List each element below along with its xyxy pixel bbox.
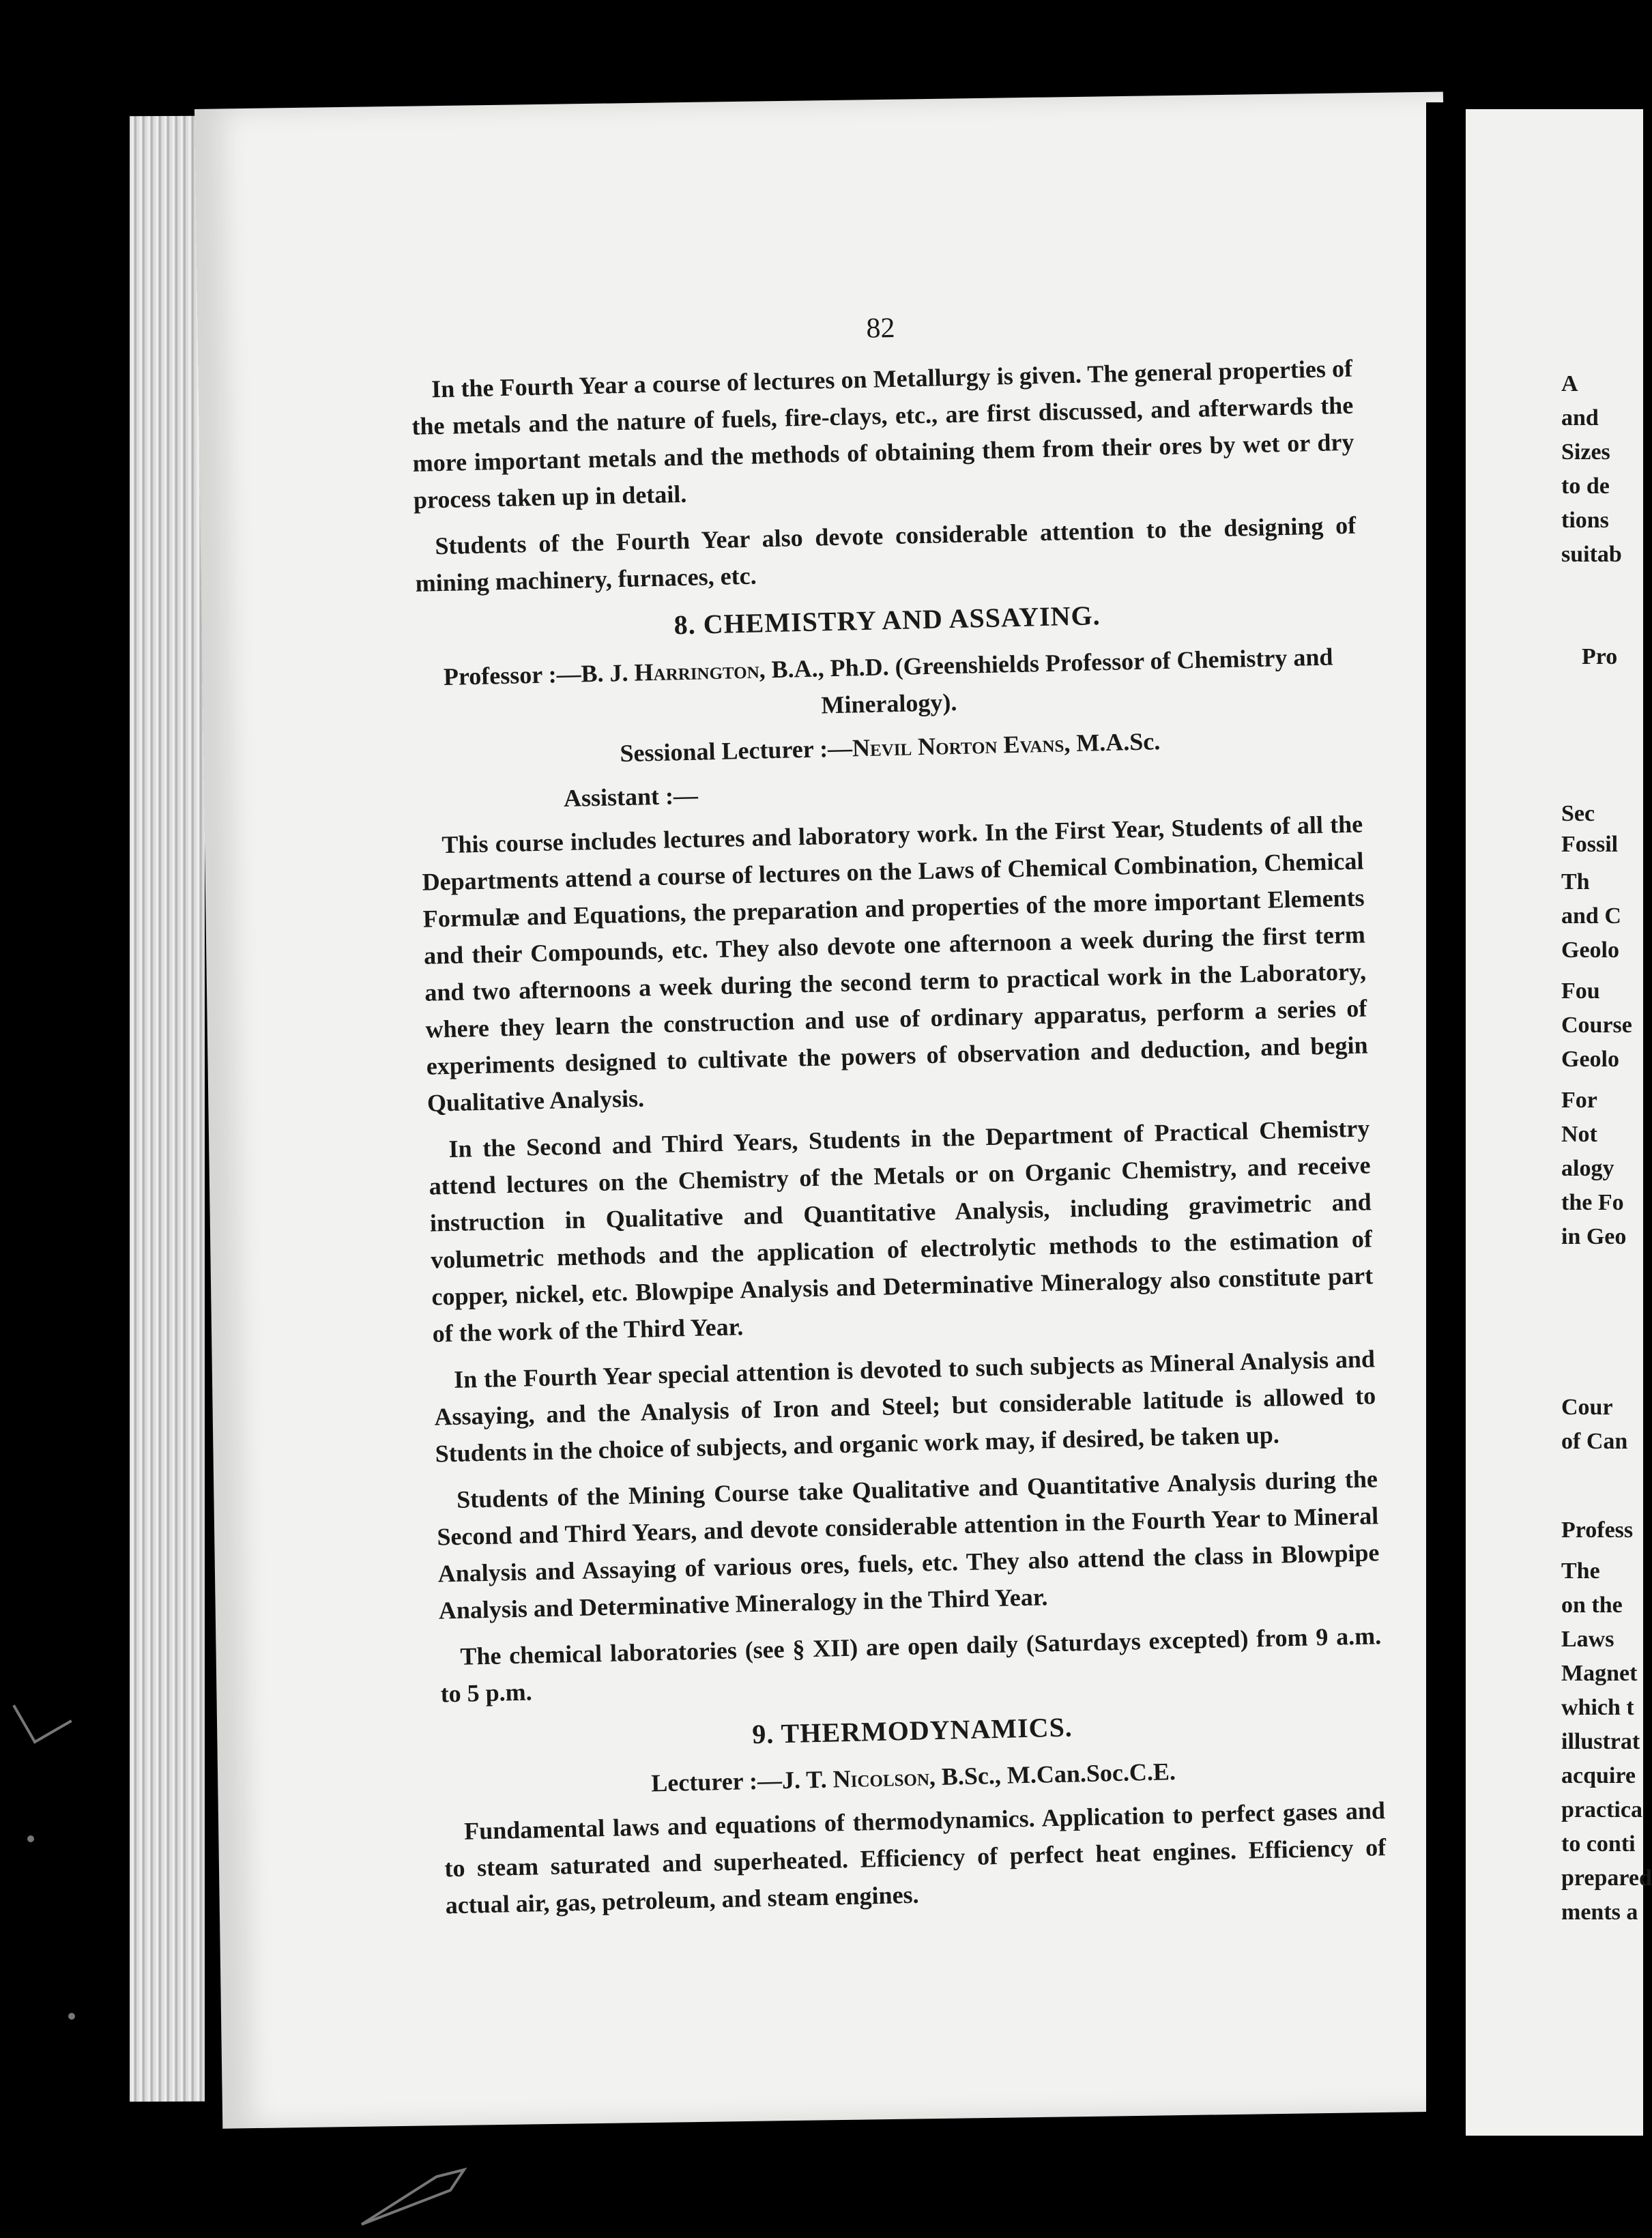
- facing-page-text-fragment: acquire: [1561, 1763, 1636, 1788]
- facing-page-text-fragment: and: [1561, 405, 1599, 431]
- paragraph-thermodynamics: Fundamental laws and equations of thermodynamics. Application to perfect gases and to steam saturated and superheated. Efficiency of perfect heat engines. Efficiency of actual air, gas, petroleum, and steam engines.: [444, 1797, 1387, 1919]
- section-heading-thermodynamics: 9. THERMODYNAMICS.: [751, 1711, 1073, 1750]
- page-number: 82: [865, 312, 895, 345]
- professor-prefix: Professor :—B. J.: [443, 658, 635, 691]
- paragraph-second-third-years: In the Second and Third Years, Students in the Department of Practical Chemistry attend lectures on the Chemistry of the Metals or on Organic Chemistry, and receive instruction in Qualitative and Quantitative Analysis, including gravimetric and volumetric methods and the application of electrolytic methods to the estimation of copper, nickel, etc. Blowpipe Analysis and Determinative Mineralogy also constitute part of the work of the Third Year.: [429, 1114, 1374, 1348]
- page-content: [409, 300, 1387, 1934]
- facing-page-text-fragment: Fou: [1561, 978, 1600, 1004]
- facing-page-text-fragment: Th: [1561, 869, 1590, 895]
- assistant-line: Assistant :—: [563, 781, 699, 813]
- facing-page: [1466, 109, 1652, 2136]
- facing-page-text-fragment: Sizes: [1561, 439, 1610, 465]
- facing-page-text-fragment: The: [1561, 1558, 1600, 1584]
- facing-page-text-fragment: Laws: [1561, 1627, 1614, 1652]
- facing-page-text-fragment: of Can: [1561, 1429, 1628, 1454]
- facing-page-text-fragment: For: [1561, 1088, 1597, 1113]
- facing-page-text-fragment: suitab: [1561, 542, 1622, 567]
- lecturer-rest: , B.Sc., M.Can.Soc.C.E.: [929, 1758, 1176, 1791]
- facing-page-text-fragment: the Fo: [1561, 1190, 1624, 1215]
- facing-page-text-fragment: to conti: [1561, 1831, 1636, 1857]
- facing-page-text-fragment: practica: [1561, 1797, 1642, 1822]
- sessional-prefix: Sessional Lecturer :—: [620, 734, 853, 768]
- facing-page-text-fragment: Sec: [1561, 801, 1595, 826]
- facing-page-text-fragment: ments a: [1561, 1900, 1638, 1925]
- sessional-name: Nevil Norton Evans: [852, 729, 1064, 762]
- facing-page-text-fragment: alogy: [1561, 1156, 1614, 1181]
- facing-page-text-fragment: Profess: [1561, 1517, 1634, 1543]
- facing-page-text-fragment: illustrat: [1561, 1729, 1640, 1754]
- paragraph-lab-hours: The chemical laboratories (see § XII) are open daily (Saturdays excepted) from 9 a.m. to 5 p.m.: [440, 1622, 1382, 1708]
- lecturer-name: Nicolson: [832, 1763, 930, 1793]
- facing-page-text-fragment: Fossil: [1561, 832, 1619, 857]
- section-heading-chemistry: 8. CHEMISTRY AND ASSAYING.: [673, 600, 1101, 641]
- page-edge-stack: [130, 116, 205, 2102]
- facing-page-text-fragment: and C: [1561, 903, 1621, 929]
- margin-dot: [68, 2013, 75, 2020]
- paragraph-mining-machinery: Students of the Fourth Year also devote considerable attention to the designing of mining machinery, furnaces, etc.: [415, 511, 1357, 597]
- facing-page-text-fragment: Cour: [1561, 1395, 1613, 1420]
- professor-line: [417, 638, 1360, 733]
- facing-page-text-fragment: Geolo: [1561, 938, 1619, 963]
- facing-page-text-fragment: A: [1561, 371, 1578, 396]
- facing-page-text-fragment: tions: [1561, 508, 1609, 533]
- pen-scribble-mark: [355, 2142, 491, 2231]
- facing-page-text-fragment: on the: [1561, 1593, 1623, 1618]
- sessional-rest: , M.A.Sc.: [1063, 727, 1161, 757]
- paragraph-mining-course: Students of the Mining Course take Qualitative and Quantitative Analysis during the Second and Third Years, and devote considerable attention in the Fourth Year to Mineral Analysis and Assaying of various ores, fuels, etc. They also attend the class in Blowpipe Analysis and Determinative Mineralogy in the Third Year.: [436, 1465, 1380, 1625]
- paragraph-metallurgy: In the Fourth Year a course of lectures on Metallurgy is given. The general properties of the metals and the nature of fuels, fire-clays, etc., are first discussed, and afterwards the more important metals and the methods of obtaining them from their ores by wet or dry process taken up in detail.: [411, 354, 1354, 514]
- facing-page-text-fragment: prepared: [1561, 1865, 1652, 1891]
- professor-name: Harrington: [634, 656, 760, 686]
- facing-page-text-fragment: Geolo: [1561, 1047, 1619, 1072]
- facing-page-text-fragment: Course: [1561, 1013, 1632, 1038]
- paragraph-fourth-year: In the Fourth Year special attention is devoted to such subjects as Mineral Analysis and Assaying, and the Analysis of Iron and Steel; but considerable latitude is allowed to Students in the choice of subjects, and organic work may, if desired, be taken up.: [434, 1345, 1376, 1468]
- facing-page-text-fragment: in Geo: [1561, 1224, 1627, 1249]
- facing-page-text-fragment: Magnet: [1561, 1661, 1638, 1686]
- book-gutter: [1426, 102, 1467, 2149]
- facing-page-text-fragment: which t: [1561, 1695, 1634, 1720]
- margin-scribble: [12, 1684, 72, 1743]
- facing-page-text-fragment: to de: [1561, 474, 1610, 499]
- facing-page-text-fragment: Pro: [1582, 644, 1618, 669]
- paragraph-course-overview: This course includes lectures and laboratory work. In the First Year, Students of all the Departments attend a course of lectures on the Laws of Chemical Combination, Chemical Formulæ and Equations, the preparation and properties of the more important Elements and their Compounds, etc. They also devote one afternoon a week during the first term and two afternoons a week during the second term to practical work in the Laboratory, where they learn the construction and use of ordinary apparatus, perform a series of experiments designed to cultivate the powers of observation and deduction, and begin Qualitative Analysis.: [422, 810, 1368, 1117]
- margin-dot: [27, 1835, 34, 1842]
- facing-page-text-fragment: Not: [1561, 1122, 1597, 1147]
- lecturer-prefix: Lecturer :—J. T.: [650, 1765, 834, 1797]
- professor-rest: , B.A., Ph.D. (Greenshields Professor of Chemistry and Mineralogy).: [759, 643, 1333, 719]
